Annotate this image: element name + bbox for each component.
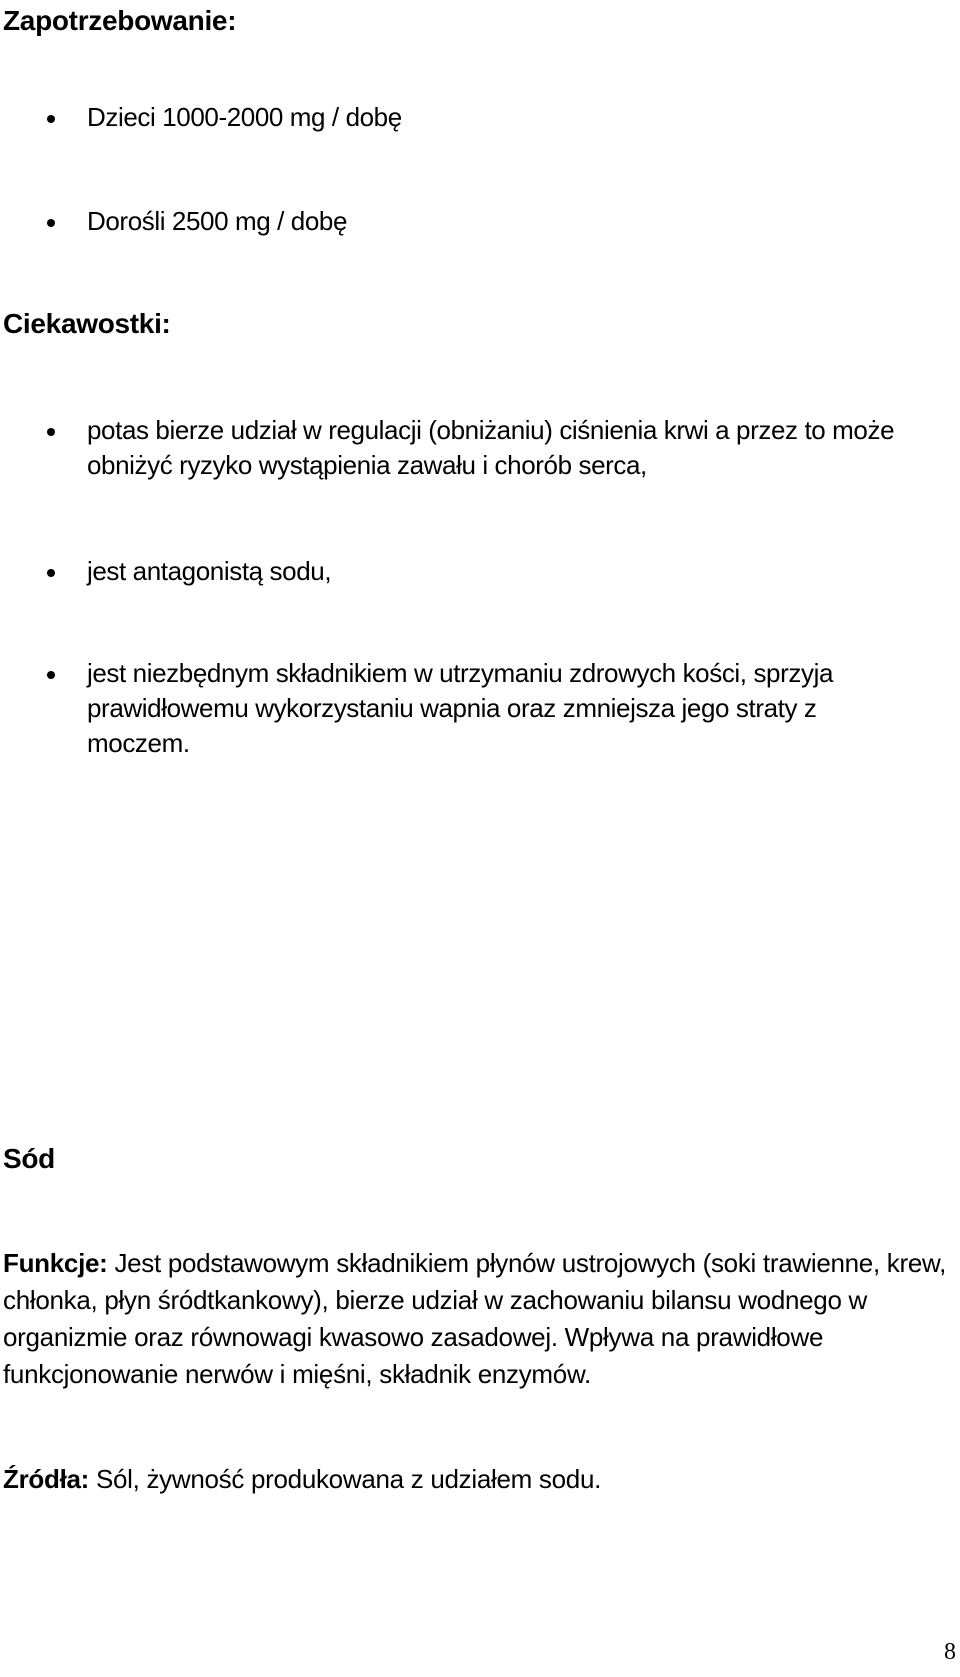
page-number: 8 xyxy=(944,1639,956,1665)
bullet-icon xyxy=(47,569,55,577)
bullet-icon xyxy=(47,428,55,436)
requirements-heading: Zapotrzebowanie: xyxy=(3,5,237,36)
list-item-text: Dzieci 1000-2000 mg / dobę xyxy=(87,102,402,132)
list-item-text: jest niezbędnym składnikiem w utrzymaniu zdrowych kości, sprzyja prawidłowemu wykorzystaniu wapnia oraz zmniejsza jego straty z moczem. xyxy=(87,658,834,758)
functions-text: Jest podstawowym składnikiem płynów ustrojowych (soki trawienne, krew, chłonka, płyn śródtkankowy), bierze udział w zachowaniu bilansu wodnego w organizmie oraz równowagi kwasowo zasadowej. Wpływa na prawidłowe funkcjonowanie nerwów i mięśni, składnik enzymów. xyxy=(3,1248,946,1389)
functions-paragraph xyxy=(3,1245,948,1393)
list-item-text: potas bierze udział w regulacji (obniżaniu) ciśnienia krwi a przez to może obniżyć ryzyko wystąpienia zawału i chorób serca, xyxy=(87,415,895,480)
list-item-text: Dorośli 2500 mg / dobę xyxy=(87,206,348,236)
sources-paragraph xyxy=(3,1461,948,1498)
bullet-icon xyxy=(47,219,55,227)
functions-label: Funkcje: xyxy=(3,1248,108,1278)
curiosities-heading: Ciekawostki: xyxy=(3,308,171,339)
sodium-heading: Sód xyxy=(3,1143,55,1174)
sources-label: Źródła: xyxy=(3,1464,90,1494)
sources-text: Sól, żywność produkowana z udziałem sodu. xyxy=(89,1464,602,1494)
bullet-icon xyxy=(47,115,55,123)
list-item-text: jest antagonistą sodu, xyxy=(87,556,332,586)
bullet-icon xyxy=(47,671,55,679)
